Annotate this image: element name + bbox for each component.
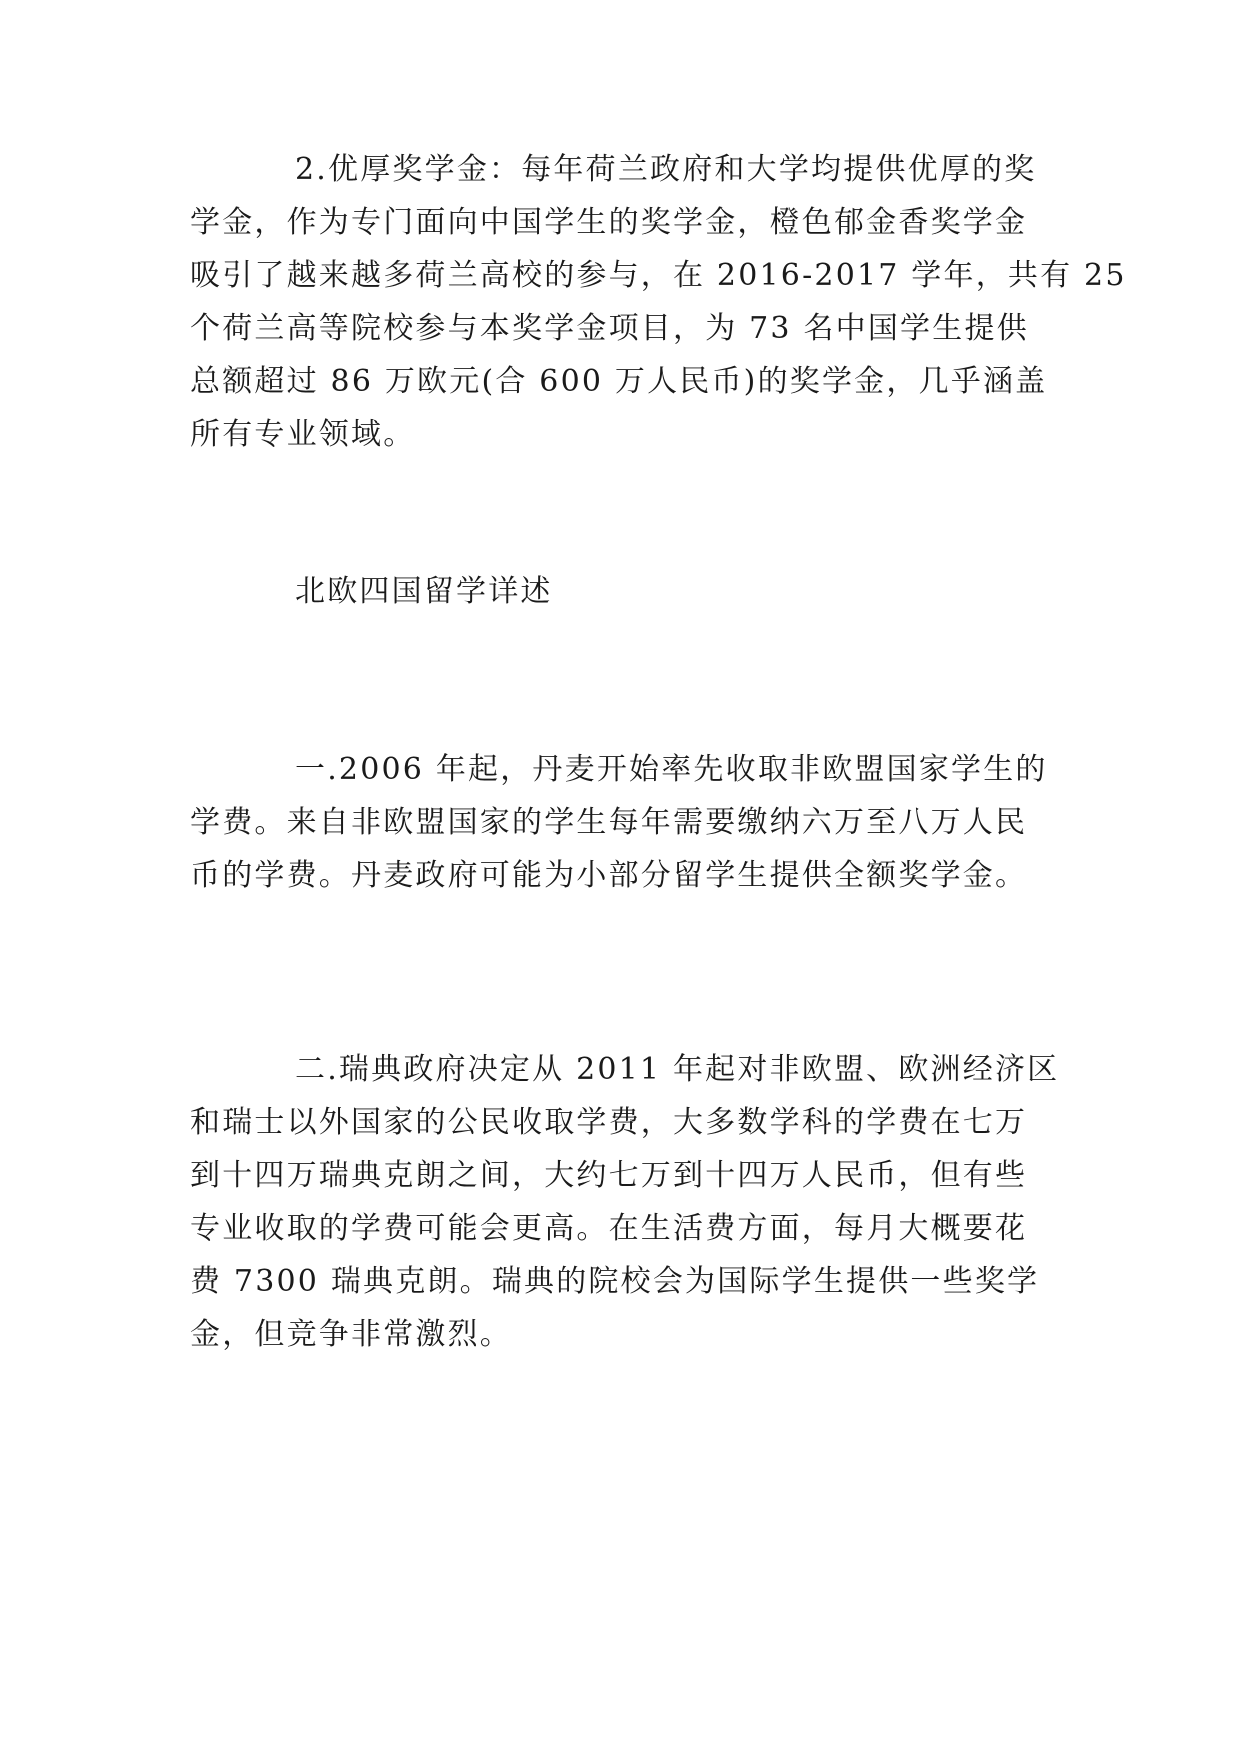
section-heading: 北欧四国留学详述 — [295, 574, 553, 609]
paragraph-1-line-5: 总额超过 86 万欧元(合 600 万人民币)的奖学金，几乎涵盖 — [190, 364, 1048, 399]
paragraph-3-line-3: 到十四万瑞典克朗之间，大约七万到十四万人民币，但有些 — [190, 1158, 1028, 1193]
paragraph-3-line-2: 和瑞士以外国家的公民收取学费，大多数学科的学费在七万 — [190, 1105, 1028, 1140]
paragraph-1-line-4: 个荷兰高等院校参与本奖学金项目，为 73 名中国学生提供 — [190, 311, 1029, 346]
paragraph-3-line-4: 专业收取的学费可能会更高。在生活费方面，每月大概要花 — [190, 1211, 1028, 1246]
paragraph-1-line-6: 所有专业领域。 — [190, 417, 416, 452]
paragraph-1-line-1: 2.优厚奖学金：每年荷兰政府和大学均提供优厚的奖 — [295, 152, 1037, 187]
paragraph-3-line-5: 费 7300 瑞典克朗。瑞典的院校会为国际学生提供一些奖学 — [190, 1264, 1040, 1299]
paragraph-3-line-1: 二.瑞典政府决定从 2011 年起对非欧盟、欧洲经济区 — [295, 1052, 1060, 1087]
paragraph-2-line-2: 学费。来自非欧盟国家的学生每年需要缴纳六万至八万人民 — [190, 805, 1028, 840]
paragraph-3-line-6: 金，但竞争非常激烈。 — [190, 1317, 512, 1352]
paragraph-2-line-3: 币的学费。丹麦政府可能为小部分留学生提供全额奖学金。 — [190, 858, 1028, 893]
paragraph-1-line-2: 学金，作为专门面向中国学生的奖学金，橙色郁金香奖学金 — [190, 205, 1028, 240]
paragraph-2-line-1: 一.2006 年起，丹麦开始率先收取非欧盟国家学生的 — [295, 752, 1048, 787]
paragraph-1-line-3: 吸引了越来越多荷兰高校的参与，在 2016-2017 学年，共有 25 — [190, 258, 1127, 293]
